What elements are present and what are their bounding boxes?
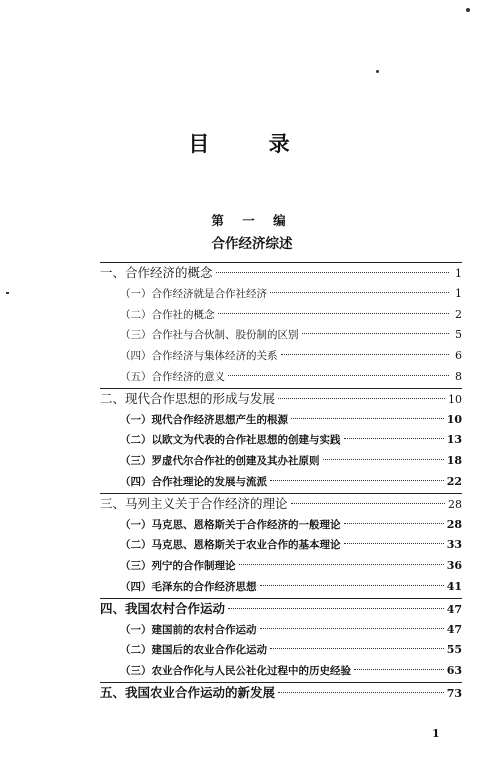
page-title: 目 录 [188, 131, 316, 156]
toc-section-entry[interactable] [100, 472, 462, 493]
dot-leader [228, 375, 449, 376]
toc-chapter-entry[interactable] [100, 494, 462, 515]
toc-section-entry[interactable] [100, 535, 462, 556]
toc-entry-title: （四）毛泽东的合作经济思想 [120, 580, 257, 593]
toc-entry-page: 2 [455, 307, 462, 321]
toc-entry-title: （三）合作社与合伙制、股份制的区别 [120, 329, 299, 342]
toc-entry-title: （二）以欧文为代表的合作社思想的创建与实践 [120, 434, 341, 447]
toc-chapter-entry[interactable] [100, 599, 462, 620]
page-number: 1 [432, 727, 440, 740]
toc-entry-page: 33 [446, 538, 462, 552]
toc-section-entry[interactable] [100, 430, 462, 451]
toc-section-entry[interactable] [100, 284, 462, 305]
dot-leader [260, 585, 444, 586]
toc-entry-title: 三、马列主义关于合作经济的理论 [100, 495, 288, 511]
dot-leader [228, 608, 444, 609]
toc-entry-title: （三）农业合作化与人民公社化过程中的历史经验 [120, 665, 351, 678]
dot-leader [344, 543, 444, 544]
toc-entry-title: （三）列宁的合作制理论 [120, 560, 236, 573]
toc-entry-page: 28 [448, 497, 462, 511]
toc-section-entry[interactable] [100, 620, 462, 641]
toc-entry-title: （一）合作经济就是合作社经济 [120, 287, 267, 300]
toc-entry-page: 63 [446, 664, 462, 678]
dot-leader [291, 418, 444, 419]
toc-entry-page: 1 [455, 286, 462, 300]
toc-entry-title: 五、我国农业合作运动的新发展 [100, 684, 276, 700]
toc-section-entry[interactable] [100, 410, 462, 431]
toc-section-entry[interactable] [100, 515, 462, 536]
dot-leader [291, 503, 445, 504]
toc-entry-page: 18 [446, 454, 462, 468]
toc-section-entry[interactable] [100, 556, 462, 577]
toc-section-entry[interactable] [100, 367, 462, 388]
toc-section-entry[interactable] [100, 661, 462, 682]
toc-chapter-entry[interactable] [100, 389, 462, 410]
toc-entry-page: 36 [446, 559, 462, 573]
dot-leader [344, 438, 444, 439]
scan-speck [376, 70, 379, 73]
toc-chapter-entry[interactable] [100, 683, 462, 704]
toc-entry-title: （五）合作经济的意义 [120, 370, 225, 383]
toc-entry-title: （一）马克思、恩格斯关于合作经济的一般理论 [120, 518, 341, 531]
toc-entry-title: 一、合作经济的概念 [100, 265, 213, 280]
dot-leader [344, 523, 444, 524]
scan-speck [6, 292, 9, 294]
toc-entry-title: （四）合作社理论的发展与流派 [120, 475, 267, 488]
toc-entry-page: 6 [455, 349, 462, 363]
toc-entry-title: （三）罗虚代尔合作社的创建及其办社原则 [120, 455, 320, 468]
toc-entry-title: 二、现代合作思想的形成与发展 [100, 390, 276, 406]
dot-leader [216, 272, 449, 273]
dot-leader [302, 333, 450, 334]
toc-section-entry[interactable] [100, 577, 462, 598]
toc-entry-page: 10 [448, 392, 462, 406]
toc-entry-title: （四）合作经济与集体经济的关系 [120, 350, 278, 363]
toc-entry-page: 73 [446, 686, 462, 700]
toc-entry-page: 5 [455, 328, 462, 342]
dot-leader [270, 292, 449, 293]
dot-leader [270, 480, 444, 481]
dot-leader [239, 564, 444, 565]
toc-entry-page: 41 [446, 579, 462, 593]
toc-entry-page: 55 [446, 643, 462, 657]
part-heading: 第 一 编 [211, 213, 293, 228]
dot-leader [278, 692, 444, 693]
dot-leader [260, 628, 444, 629]
dot-leader [323, 459, 444, 460]
toc-entry-page: 8 [455, 369, 462, 383]
toc-entry-title: （一）建国前的农村合作运动 [120, 623, 257, 636]
part-subtitle: 合作经济综述 [211, 236, 293, 252]
toc-entry-page: 28 [446, 517, 462, 531]
toc-entry-page: 22 [446, 474, 462, 488]
dot-leader [270, 648, 444, 649]
dot-leader [218, 313, 450, 314]
table-of-contents [100, 262, 462, 704]
toc-entry-page: 13 [446, 433, 462, 447]
toc-entry-title: （二）合作社的概念 [120, 308, 215, 321]
toc-entry-title: （二）建国后的农业合作化运动 [120, 644, 267, 657]
toc-entry-page: 47 [446, 622, 462, 636]
dot-leader [278, 398, 445, 399]
toc-entry-title: （二）马克思、恩格斯关于农业合作的基本理论 [120, 539, 341, 552]
toc-entry-title: 四、我国农村合作运动 [100, 600, 226, 616]
toc-section-entry[interactable] [100, 305, 462, 326]
toc-entry-title: （一）现代合作经济思想产生的根源 [120, 413, 288, 426]
toc-section-entry[interactable] [100, 325, 462, 346]
dot-leader [354, 669, 444, 670]
scan-speck [466, 8, 470, 12]
toc-entry-page: 47 [446, 602, 462, 616]
toc-entry-page: 1 [455, 267, 462, 280]
toc-chapter-entry[interactable] [100, 263, 462, 284]
toc-section-entry[interactable] [100, 451, 462, 472]
toc-section-entry[interactable] [100, 640, 462, 661]
dot-leader [281, 354, 450, 355]
toc-entry-page: 10 [446, 412, 462, 426]
toc-section-entry[interactable] [100, 346, 462, 367]
